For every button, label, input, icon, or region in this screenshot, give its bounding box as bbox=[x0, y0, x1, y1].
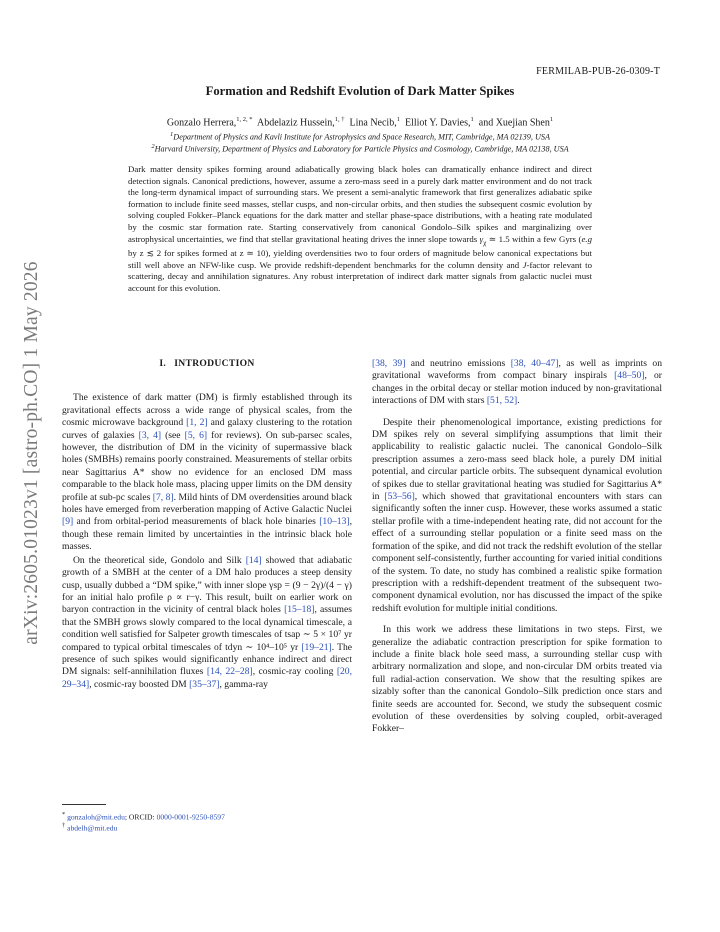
author-affiliation-mark: 1 bbox=[549, 116, 554, 123]
orcid-link[interactable]: 0000-0001-9250-8597 bbox=[156, 812, 225, 822]
author-affiliation-mark: 1 bbox=[470, 116, 474, 123]
affiliation-2 bbox=[0, 143, 720, 154]
arxiv-identifier: arXiv:2605.01023v1 [astro-ph.CO] 1 May 2026 bbox=[21, 261, 42, 645]
citation-link[interactable]: [10–13] bbox=[319, 516, 350, 528]
affiliation-mark: 1 bbox=[170, 131, 174, 138]
citation-link[interactable]: [9] bbox=[62, 516, 74, 528]
body-paragraph: In this work we address these limitations in two steps. First, we generalize the adiabatic contraction prescription for spike formation to include a finite black hole seed mass, a surrounding stellar cusp with arbitrary normalization and slope, and non-circular DM orbits treated via full radial-action conservation. We show that the resulting spikes are sizably softer than the canonical Gondolo–Silk prediction once stars and finite seeds are accounted for. Second, we study the subsequent cosmic evolution of these overdensities by solving coupled, orbit-averaged Fokker– bbox=[372, 624, 662, 735]
footnote-mark: † bbox=[62, 822, 66, 829]
paper-title: Formation and Redshift Evolution of Dark Matter Spikes bbox=[205, 84, 515, 98]
footnote-1: * gonzaloh@mit.edu; ORCID: 0000-0001-9250-8597 bbox=[62, 811, 225, 822]
citation-link[interactable]: [53–56] bbox=[384, 491, 415, 503]
citation-link[interactable]: [3, 4] bbox=[138, 429, 162, 441]
footnote-2 bbox=[62, 821, 117, 834]
citation-link[interactable]: [14, 22–28] bbox=[206, 666, 253, 678]
body-paragraph: Despite their phenomenological importance, existing predictions for DM spikes rely on several simplifying assumptions that limit their applicability to realistic galactic nuclei. The canonical Gondolo–Silk prescription assumes a zero-mass seed black hole, a purely DM initial potential, and circular particle orbits. The subsequent dynamical evolution of spikes due to stellar gravitational heating was studied for Sagittarius A* in [53–56], which showed that gravitational encounters with stars can significantly soften the inner cusp. However, these works assumed a static stellar profile with a time-independent heating rate, did not account for the effect of a surrounding stellar population or a finite seed mass on the formation of the spike, and did not track the redshift evolution of the stellar component self-consistently, further accounting for varied initial conditions of the system. To date, no study has combined a realistic spike formation prescription with a redshift-dependent treatment of the subsequent two-component dynamical evolution, nor has discussed the impact of the spike redshift evolution for multiple initial conditions. bbox=[372, 416, 662, 614]
citation-link[interactable]: [48–50] bbox=[614, 370, 645, 382]
author-name: Abdelaziz Hussein, bbox=[256, 117, 335, 129]
gamma-symbol: γ bbox=[479, 233, 484, 244]
author-name: Gonzalo Herrera, bbox=[166, 117, 237, 129]
email-link[interactable]: abdelh@mit.edu bbox=[67, 823, 118, 833]
footnote-mark: * bbox=[62, 811, 66, 818]
author-name: Elliot Y. Davies, bbox=[404, 117, 471, 129]
body-paragraph: [38, 39] and neutrino emissions [38, 40–47], as well as imprints on gravitational waveforms from compact binary inspirals [48–50], or changes in the orbital decay or stellar motion induced by non-gravitational interactions of DM with stars [51, 52]. bbox=[372, 358, 663, 407]
body-paragraph: On the theoretical side, Gondolo and Silk [14] showed that adiabatic growth of a SMBH at the center of a DM halo produces a steep density cusp, usually dubbed a “DM spike,” with inner slope γsp = (9 − 2γ)/(4 − γ) for an initial halo profile ρ ∝ r−γ. This result, built on earlier work on baryon contraction in the vicinity of central black holes [15–18], assumes that the SMBH grows slowly compared to the local dynamical timescale, a condition well satisfied for Salpeter growth timescales of tsap ∼ 5 × 10⁷ yr compared to typical orbital timescales of tdyn ∼ 10⁴–10⁵ yr [19–21]. The presence of such spikes would significantly enhance indirect and direct DM signals: self-annihilation fluxes [14, 22–28], cosmic-ray cooling [20, 29–34], cosmic-ray boosted DM [35–37], gamma-ray bbox=[62, 554, 352, 690]
author-affiliation-mark: 1 bbox=[396, 116, 400, 123]
abstract-eg: e.g bbox=[581, 233, 592, 244]
abstract bbox=[128, 164, 592, 294]
report-number: FERMILAB-PUB-26-0309-T bbox=[536, 66, 660, 77]
citation-link[interactable]: [19–21] bbox=[301, 641, 332, 653]
j-factor-symbol: J bbox=[522, 259, 527, 270]
affiliation-1 bbox=[0, 131, 720, 142]
citation-link[interactable]: [15–18] bbox=[284, 604, 315, 616]
author-list bbox=[0, 116, 720, 128]
footnote-rule bbox=[62, 804, 106, 805]
citation-link[interactable]: [38, 39] bbox=[372, 358, 406, 369]
citation-link[interactable]: [14] bbox=[245, 554, 262, 566]
citation-link[interactable]: [51, 52] bbox=[486, 395, 518, 407]
citation-link[interactable]: [7, 8] bbox=[152, 491, 174, 503]
section-heading: I. INTRODUCTION bbox=[159, 358, 255, 369]
email-link[interactable]: gonzaloh@mit.edu bbox=[67, 812, 125, 822]
abstract-text: Dark matter density spikes forming around adiabatically growing black holes can dramatically enhance indirect and direct detection signals. Canonical predictions, however, assume a zero-mass seed in a purely dark matter environment and do not track the long-term dynamical impact of surrounding stars. We present a semi-analytic framework that first generalizes adiabatic spike formation to include finite seed masses, stellar cusps, and non-circular orbits, and then studies the subsequent cosmic evolution by solving coupled Fokker–Planck equations for the dark matter and stellar phase-space distributions, with a heating rate modulated by the cosmic star formation rate. Starting conservatively from canonical Gondolo–Silk spikes and marginalizing over astrophysical uncertainties, we find that stellar gravitational heating drives the inner slope towards bbox=[128, 164, 592, 244]
affiliation-text: Department of Physics and Kavli Institute for Astrophysics and Space Research, MIT, Cambridge, MA 02139, USA bbox=[173, 132, 550, 142]
citation-link[interactable]: [1, 2] bbox=[186, 417, 208, 429]
gamma-subscript: χ bbox=[483, 237, 487, 247]
left-column bbox=[62, 358, 352, 691]
arxiv-identifier-sidebar bbox=[10, 233, 54, 673]
citation-link[interactable]: [5, 6] bbox=[184, 429, 208, 441]
citation-link[interactable]: [38, 40–47] bbox=[510, 358, 559, 369]
abstract-text: ≃ 1.5 within a few Gyrs ( bbox=[486, 233, 582, 244]
body-paragraph: The existence of dark matter (DM) is firmly established through its gravitational effects across a wide range of physical scales, from the cosmic microwave background [1, 2] and galaxy clustering to the rotation curves of galaxies [3, 4] (see [5, 6] for reviews). On sub-parsec scales, however, the distribution of DM in the vicinity of supermassive black holes (SMBHs) remains poorly constrained. Measurements of stellar orbits near Sagittarius A* show no evidence for an enclosed DM mass comparable to the black hole mass, placing upper limits on the DM density profile at sub-pc scales [7, 8]. Mild hints of DM overdensities around black holes have emerged from reverberation mapping of Active Galactic Nuclei [9] and from orbital-period measurements of black hole binaries [10–13], though these remain limited by uncertainties in the intrinsic black hole masses. bbox=[62, 392, 353, 553]
author-affiliation-mark: 1, † bbox=[334, 116, 345, 123]
author-name: Lina Necib, bbox=[349, 117, 397, 129]
author-name: and Xuejian Shen bbox=[478, 117, 550, 129]
author-affiliation-mark: 1, 2, * bbox=[236, 116, 253, 123]
citation-link[interactable]: [35–37] bbox=[189, 678, 220, 690]
affiliation-text: Harvard University, Department of Physics and Laboratory for Particle Physics and Cosmology, Cambridge, MA 02138, USA bbox=[154, 144, 569, 154]
right-column bbox=[372, 358, 662, 736]
affiliation-mark: 2 bbox=[151, 143, 155, 150]
citation-link[interactable]: [20, 29–34] bbox=[62, 666, 352, 690]
abstract-text: -factor relevant to scattering, decay and annihilation signatures. Any robust interpretation of indirect dark matter signals from galactic nuclei must account for this evolution. bbox=[128, 259, 592, 293]
abstract-text: by z ≲ 2 for spikes formed at z ≃ 10), yielding overdensities two to four orders of magnitude below canonical expectations but still well above an NFW-like cusp. We provide redshift-dependent benchmarks for the column density and bbox=[128, 247, 592, 270]
